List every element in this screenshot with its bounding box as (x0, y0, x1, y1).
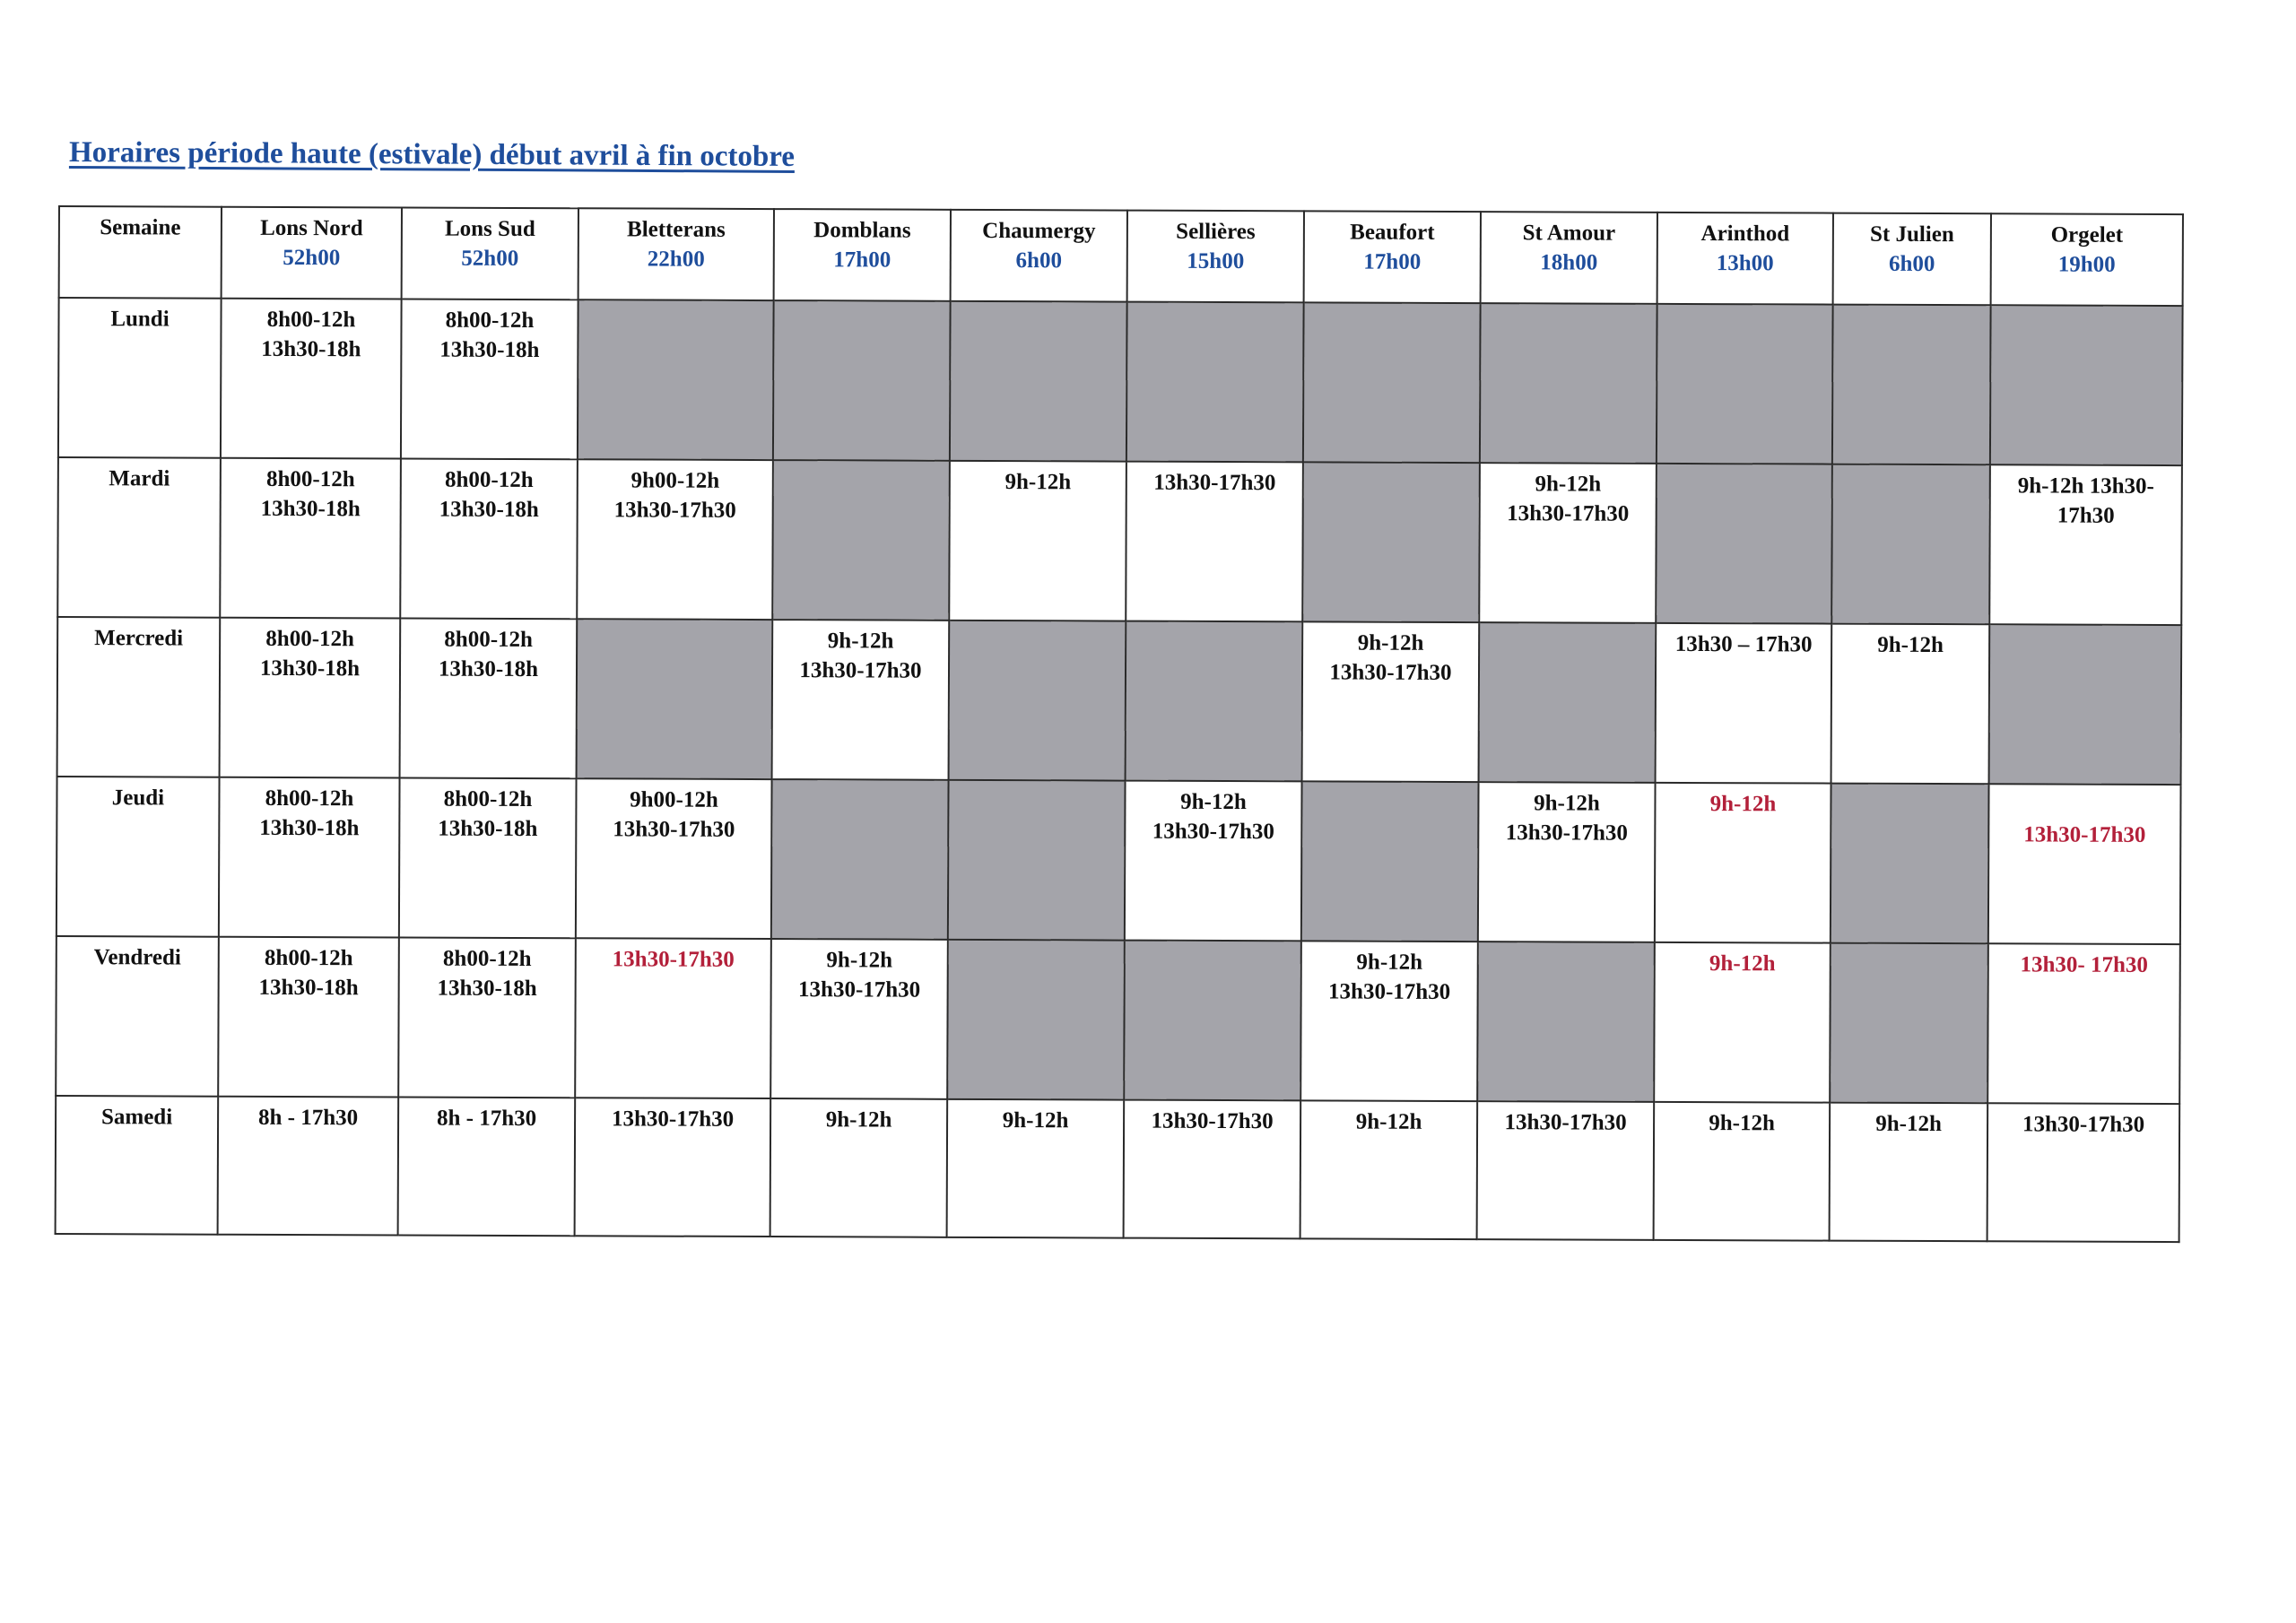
hours-text: 8h00-12h (265, 626, 355, 652)
opening-hours-cell (575, 1098, 771, 1237)
hours-text: 13h30- 17h30 (2020, 952, 2149, 977)
opening-hours-cell (218, 1097, 399, 1236)
opening-hours-cell (949, 461, 1126, 621)
site-weekly-hours: 17h00 (1363, 249, 1422, 274)
opening-hours-cell (1126, 462, 1303, 622)
hours-text: 8h00-12h (265, 466, 355, 492)
hours-text: 8h00-12h (445, 308, 535, 334)
closed-cell (1656, 464, 1832, 624)
closed-cell (1989, 624, 2182, 785)
site-weekly-hours: 6h00 (1015, 248, 1063, 273)
opening-hours-cell (1987, 943, 2180, 1104)
page-title: Horaires période haute (estivale) début avril à fin octobre (68, 136, 796, 173)
closed-cell (1477, 942, 1655, 1102)
site-name: Orgelet (2050, 222, 2124, 247)
hours-text: 8h00-12h (444, 467, 534, 493)
site-weekly-hours: 19h00 (2057, 252, 2116, 277)
hours-text: 13h30-18h (259, 655, 361, 681)
closed-cell (1830, 943, 1988, 1104)
hours-text: 13h30-18h (437, 976, 537, 1002)
closed-cell (1126, 621, 1303, 782)
hours-text: 8h00-12h (265, 785, 354, 812)
hours-text: 13h30-18h (438, 656, 539, 682)
opening-hours-cell (400, 618, 578, 778)
hours-text: 13h30-18h (260, 496, 361, 522)
site-name: Arinthod (1700, 221, 1790, 247)
site-weekly-hours: 15h00 (1187, 248, 1245, 274)
closed-cell (1990, 305, 2183, 465)
opening-hours-cell (1479, 463, 1657, 623)
hours-text: 13h30-18h (439, 337, 540, 363)
site-header (402, 207, 578, 299)
opening-hours-cell (772, 620, 950, 780)
site-name: Beaufort (1350, 220, 1435, 245)
hours-text: 13h30-17h30 (1507, 501, 1630, 526)
hours-text: 17h30 (2057, 503, 2115, 528)
closed-cell (1831, 784, 1989, 944)
hours-text: 9h-12h (1875, 1111, 1942, 1137)
site-header (1991, 213, 2183, 306)
hours-text: 13h30-17h30 (613, 817, 735, 842)
opening-hours-cell (1300, 941, 1478, 1101)
opening-hours-cell (1654, 1102, 1831, 1241)
hours-text: 9h-12h (1356, 950, 1423, 975)
site-weekly-hours: 52h00 (283, 245, 341, 271)
hours-text: 8h00-12h (266, 307, 356, 333)
site-header (222, 207, 402, 299)
hours-text: 9h-12h 13h30- (2017, 473, 2154, 499)
hours-text: 13h30-17h30 (612, 947, 735, 972)
opening-hours-cell (1125, 781, 1302, 942)
hours-text: 9h-12h (1535, 472, 1602, 497)
table-row (57, 457, 2182, 625)
site-weekly-hours: 6h00 (1889, 251, 1935, 277)
opening-hours-cell (1655, 783, 1831, 943)
table-row (58, 298, 2183, 465)
table-row (56, 936, 2180, 1104)
closed-cell (1657, 304, 1833, 464)
hours-text: 13h30-17h30 (2022, 1112, 2145, 1137)
hours-text: 13h30-17h30 (798, 977, 921, 1002)
hours-text: 13h30-18h (261, 336, 361, 362)
closed-cell (1831, 464, 1990, 625)
hours-text: 9h-12h (1709, 1111, 1775, 1136)
opening-hours-cell (220, 458, 401, 619)
site-weekly-hours: 13h00 (1716, 251, 1774, 276)
hours-text: 9h-12h (1004, 470, 1072, 495)
hours-text: 8h00-12h (443, 786, 533, 812)
site-weekly-hours: 18h00 (1540, 250, 1598, 275)
hours-text: 9h-12h (1709, 951, 1776, 976)
hours-text: 9h-12h (1180, 789, 1247, 815)
closed-cell (1479, 622, 1657, 783)
site-name: Bletterans (626, 217, 726, 242)
hours-text: 9h00-12h (631, 468, 720, 493)
hours-text: 13h30-17h30 (799, 658, 922, 683)
opening-hours-cell (1831, 624, 1990, 785)
closed-cell (578, 299, 774, 460)
opening-hours-cell (399, 777, 577, 938)
site-name: Sellières (1176, 219, 1256, 245)
table-row (57, 617, 2182, 785)
opening-hours-cell (218, 937, 399, 1098)
hours-text: 9h-12h (1877, 632, 1944, 658)
site-name: Chaumergy (982, 218, 1096, 244)
site-header (1833, 213, 1991, 306)
hours-text: 9h-12h (1709, 792, 1777, 817)
day-label: Mardi (57, 457, 221, 618)
hours-text: 13h30-17h30 (1151, 1108, 1274, 1134)
corner-header: Semaine (59, 206, 222, 299)
hours-text: 13h30-18h (259, 815, 360, 841)
site-header (774, 209, 951, 301)
table-body (56, 298, 2183, 1242)
closed-cell (772, 460, 950, 621)
hours-text: 13h30-17h30 (613, 498, 736, 523)
hours-text: 9h-12h (825, 1107, 892, 1133)
hours-text: 13h30-17h30 (1152, 819, 1274, 845)
hours-text: 13h30-17h30 (1504, 1110, 1627, 1135)
hours-text: 9h-12h (1002, 1108, 1069, 1133)
opening-hours-cell (1477, 1101, 1655, 1240)
hours-text: 8h00-12h (442, 946, 532, 972)
opening-hours-cell (221, 299, 402, 459)
closed-cell (950, 301, 1127, 462)
opening-hours-cell (220, 618, 401, 778)
hours-text: 13h30-18h (439, 497, 539, 523)
site-name: Lons Nord (260, 215, 363, 241)
opening-hours-cell (1302, 621, 1480, 782)
site-name: St Amour (1522, 221, 1616, 246)
opening-hours-cell (577, 459, 773, 620)
header-row (59, 206, 2183, 306)
hours-text: 9h-12h (1534, 791, 1600, 816)
opening-hours-cell (398, 937, 576, 1098)
opening-hours-cell (1656, 623, 1832, 784)
site-header (1127, 211, 1304, 303)
hours-text: 9h-12h (1357, 630, 1424, 655)
opening-hours-cell (1987, 1103, 2180, 1242)
opening-hours-cell (1478, 782, 1656, 942)
hours-text: 9h-12h (1355, 1109, 1422, 1134)
opening-hours-cell (401, 299, 578, 459)
closed-cell (771, 779, 949, 940)
hours-text: 8h00-12h (264, 945, 353, 971)
hours-text: 13h30-17h30 (611, 1107, 735, 1132)
closed-cell (1480, 303, 1657, 464)
hours-text: 13h30-17h30 (1328, 979, 1451, 1004)
day-label: Mercredi (57, 617, 221, 777)
hours-text: 9h-12h (827, 629, 894, 654)
closed-cell (1301, 781, 1479, 942)
closed-cell (1303, 302, 1481, 463)
opening-hours-cell (770, 1098, 948, 1237)
opening-hours-cell (398, 1097, 576, 1236)
opening-hours-cell (947, 1099, 1125, 1238)
site-weekly-hours: 22h00 (647, 247, 705, 272)
closed-cell (1302, 462, 1480, 622)
site-name: St Julien (1869, 221, 1954, 247)
opening-hours-cell (1124, 1100, 1301, 1239)
closed-cell (949, 621, 1126, 781)
closed-cell (948, 780, 1126, 941)
hours-text: 8h - 17h30 (436, 1106, 537, 1132)
opening-hours-cell (1300, 1100, 1478, 1239)
site-weekly-hours: 17h00 (833, 247, 891, 273)
opening-hours-cell (576, 778, 772, 939)
site-header (951, 210, 1127, 302)
day-label: Samedi (56, 1096, 219, 1235)
hours-text: 13h30 – 17h30 (1674, 631, 1813, 657)
hours-text: 13h30-18h (258, 975, 359, 1001)
site-header (1304, 211, 1481, 303)
closed-cell (1126, 302, 1304, 463)
opening-hours-cell (400, 458, 578, 619)
hours-text: 8h - 17h30 (257, 1105, 359, 1131)
opening-hours-cell (575, 938, 771, 1098)
day-label: Lundi (58, 298, 222, 458)
hours-text: 13h30-17h30 (1329, 660, 1452, 685)
closed-cell (1832, 305, 1991, 465)
hours-text: 13h30-17h30 (1505, 820, 1628, 846)
closed-cell (577, 619, 773, 779)
hours-text: 13h30-18h (438, 816, 538, 842)
site-name: Lons Sud (444, 216, 535, 242)
opening-hours-cell (770, 939, 948, 1099)
site-header (578, 208, 774, 300)
site-weekly-hours: 52h00 (461, 246, 519, 271)
hours-text (1993, 790, 2176, 820)
opening-hours-cell (1654, 942, 1831, 1103)
table-row (57, 777, 2181, 944)
opening-hours-cell (1988, 784, 2181, 944)
closed-cell (947, 940, 1125, 1100)
site-header (1657, 213, 1833, 305)
opening-hours-cell (1830, 1103, 1988, 1242)
hours-text: 13h30-17h30 (1153, 470, 1276, 496)
closed-cell (773, 300, 951, 461)
hours-text: 8h00-12h (444, 627, 534, 653)
day-label: Jeudi (57, 777, 220, 937)
hours-text: 9h-12h (826, 948, 893, 973)
schedule-table (55, 205, 2184, 1243)
hours-text: 13h30-17h30 (2023, 822, 2146, 847)
site-header (1481, 212, 1657, 304)
site-name: Domblans (813, 218, 911, 243)
closed-cell (1124, 941, 1301, 1101)
table-row (56, 1096, 2180, 1242)
opening-hours-cell (1989, 464, 2182, 625)
hours-text: 9h00-12h (630, 787, 718, 812)
day-label: Vendredi (56, 936, 219, 1097)
opening-hours-cell (219, 777, 400, 938)
